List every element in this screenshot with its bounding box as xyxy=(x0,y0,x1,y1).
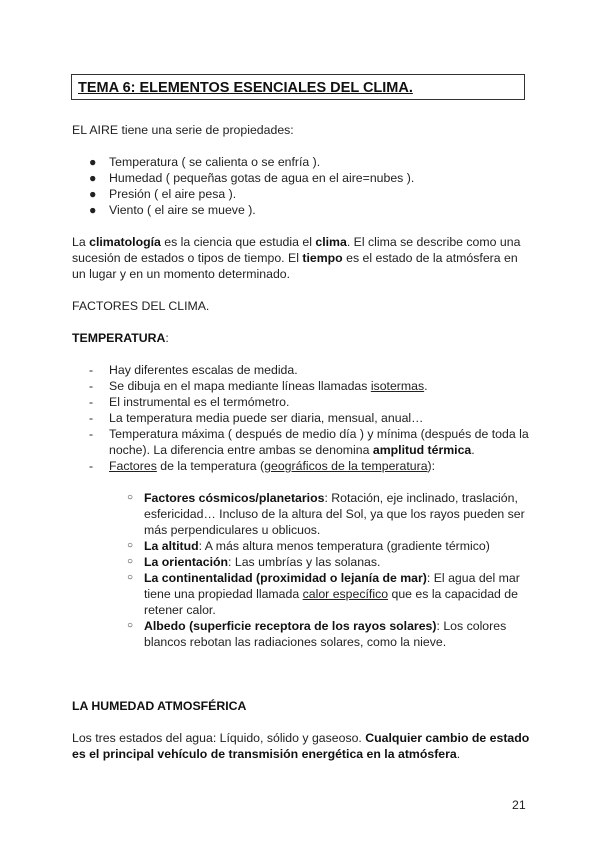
dash-icon: - xyxy=(89,395,94,409)
page-title: TEMA 6: ELEMENTOS ESENCIALES DEL CLIMA. xyxy=(78,80,413,96)
calor-especifico-link[interactable]: calor específico xyxy=(302,587,389,601)
dash-icon: - xyxy=(89,363,94,377)
factores-heading: FACTORES DEL CLIMA. xyxy=(72,299,210,313)
list-item: - Hay diferentes escalas de medida. xyxy=(89,363,298,377)
dash-icon: - xyxy=(89,411,94,425)
list-item: ○ Factores cósmicos/planetarios: Rotación, eje inclinado, traslación, esfericidad… Incluso de la altura del Sol, ya que los rayos pueden ser más perpendiculares u oblicuos. xyxy=(127,491,525,537)
isotermas-link[interactable]: isotermas xyxy=(370,379,425,393)
circle-bullet-icon: ○ xyxy=(127,556,134,567)
list-item: ○ La continentalidad (proximidad o lejanía de mar): El agua del mar tiene una propiedad llamada calor específico que es la capacidad de retener calor. xyxy=(127,571,520,617)
circle-bullet-icon: ○ xyxy=(127,492,134,503)
list-item: ○ Albedo (superficie receptora de los rayos solares): Los colores blancos rebotan las radiaciones solares, como la nieve. xyxy=(127,619,507,649)
list-item: ● Temperatura ( se calienta o se enfría ). xyxy=(89,155,321,169)
title-box xyxy=(71,74,525,100)
page-number: 21 xyxy=(512,798,526,812)
list-item: ○ La altitud: A más altura menos temperatura (gradiente térmico) xyxy=(127,539,490,553)
aire-properties-list xyxy=(72,154,532,218)
climatologia-paragraph: La climatología es la ciencia que estudia el clima. El clima se describe como una sucesión de estados o tipos de tiempo. El tiempo es el estado de la atmósfera en un lugar y en un momento determinado. xyxy=(72,235,521,281)
dash-icon: - xyxy=(89,459,94,473)
list-item: ○ La orientación: Las umbrías y las solanas. xyxy=(127,555,381,569)
dash-icon: - xyxy=(89,379,94,393)
aire-intro: EL AIRE tiene una serie de propiedades: xyxy=(72,123,294,137)
list-item: - La temperatura media puede ser diaria, mensual, anual… xyxy=(89,411,424,425)
list-item: - Factores de la temperatura (geográficos de la temperatura): xyxy=(89,459,436,473)
list-item: ● Viento ( el aire se mueve ). xyxy=(89,203,256,217)
temperatura-list xyxy=(72,362,532,474)
circle-bullet-icon: ○ xyxy=(127,540,134,551)
humedad-paragraph: Los tres estados del agua: Líquido, sólido y gaseoso. Cualquier cambio de estado es el principal vehículo de transmisión energética en la atmósfera. xyxy=(72,731,530,761)
circle-bullet-icon: ○ xyxy=(127,572,134,583)
circle-bullet-icon: ○ xyxy=(127,620,134,631)
list-item: - Se dibuja en el mapa mediante líneas llamadas isotermas. xyxy=(89,379,428,393)
bullet-icon: ● xyxy=(89,203,97,217)
list-item: - Temperatura máxima ( después de medio día ) y mínima (después de toda la noche). La diferencia entre ambas se denomina amplitud térmica. xyxy=(89,427,529,457)
list-item: - El instrumental es el termómetro. xyxy=(89,395,290,409)
factores-link[interactable]: Factores xyxy=(109,459,157,473)
bullet-icon: ● xyxy=(89,171,97,185)
humedad-heading: LA HUMEDAD ATMOSFÉRICA xyxy=(72,699,247,713)
geograficos-link[interactable]: geográficos de la temperatura xyxy=(264,459,428,473)
list-item: ● Presión ( el aire pesa ). xyxy=(89,187,237,201)
temperatura-heading: TEMPERATURA: xyxy=(72,331,169,345)
list-item: ● Humedad ( pequeñas gotas de agua en el aire=nubes ). xyxy=(89,171,415,185)
dash-icon: - xyxy=(89,427,94,441)
bullet-icon: ● xyxy=(89,187,97,201)
bullet-icon: ● xyxy=(89,155,97,169)
factores-temperatura-list xyxy=(108,490,526,650)
